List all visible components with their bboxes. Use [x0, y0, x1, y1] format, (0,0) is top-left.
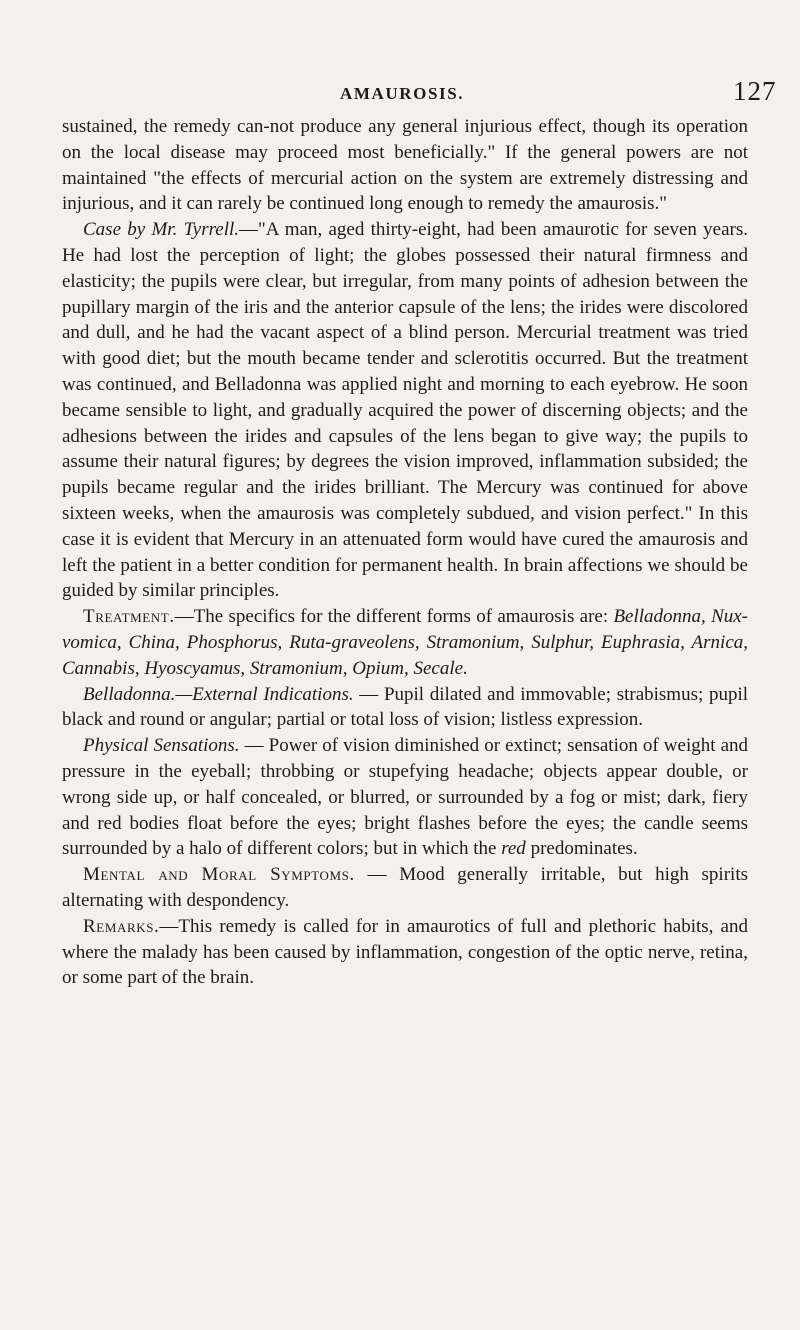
paragraph-treatment [62, 604, 748, 681]
paragraph-remarks [62, 914, 748, 991]
paragraph-lead: Remarks. [83, 915, 160, 937]
paragraph-text: —"A man, aged thirty-eight, had been amaurotic for seven years. He had lost the perception of light; the globes possessed their natural firmness and elasticity; the pupils were clear, but irregular, from many points of adhesion between the pupillary margin of the iris and the anterior capsule of the lens; the irides were discolored and dull, and he had the vacant aspect of a blind person. Mercurial treatment was tried with good diet; but the mouth became tender and sclerotitis occurred. But the treatment was continued, and Belladonna was applied night and morning to each eyebrow. He soon became sensible to light, and gradually acquired the power of discerning objects; and the adhesions between the irides and capsules of the lens began to give way; the pupils to assume their natural figures; by degrees the vision improved, inflammation subsided; the pupils became regular and the irides brilliant. The Mercury was continued for above sixteen weeks, when the amaurosis was completely subdued, and vision perfect." In this case it is evident that Mercury in an attenuated form would have cured the amaurosis and left the patient in a better condition for permanent health. In brain affections we should be guided by similar principles. [62, 219, 748, 602]
paragraph-text: — Mood generally irritable, but high spirits alternating with despondency. [62, 864, 748, 911]
paragraph-text: — Pupil dilated and immovable; strabismus; pupil black and round or angular; partial or total loss of vision; listless expression. [62, 683, 749, 731]
paragraph-text: — Power of vision diminished or extinct; sensation of weight and pressure in the eyeball; throbbing or stupefying headache; objects appear double, or wrong side up, or half concealed, or blurred, or surrounded by a fog or mist; dark, fiery and red bodies float before the eyes; bright flashes before the eyes; the candle seems surrounded by a halo of different colors; but in which the [62, 735, 749, 860]
body-text [62, 114, 748, 991]
paragraph-lead: Case by Mr. Tyrrell. [83, 219, 240, 241]
paragraph-mental-moral [62, 862, 748, 914]
running-title: AMAUROSIS. [340, 84, 465, 103]
page-number: 127 [733, 76, 777, 106]
paragraph-case-report [62, 217, 748, 604]
emphasis-word: red [501, 838, 526, 860]
paragraph-text-end: predominates. [525, 838, 638, 860]
paragraph-lead: Treatment. [83, 606, 175, 628]
paragraph-external-indications [62, 682, 748, 734]
paragraph-text: —This remedy is called for in amaurotics of full and plethoric habits, and where the malady has been caused by inflammation, congestion of the optic nerve, retina, or some part of the brain. [62, 915, 748, 989]
paragraph-lead: Physical Sensations. [83, 735, 240, 757]
running-head [0, 76, 800, 116]
paragraph-text: sustained, the remedy can-not produce any general injurious effect, though its operation on the local disease may proceed most beneficially." If the general powers are not maintained "the effects of mercurial action on the system are extremely distressing and injurious, and it can rarely be continued long enough to remedy the amaurosis." [62, 116, 748, 215]
paragraph-lead: Mental and Moral Symptoms. [83, 864, 355, 886]
paragraph-lead: Belladonna.—External Indications. [83, 683, 354, 705]
paragraph-physical-sensations [62, 733, 748, 862]
paragraph-intro: —The specifics for the different forms of amaurosis are: [174, 606, 614, 628]
remedy-list: Belladonna, Nux-vomica, China, Phosphorus, Ruta-graveolens, Stramonium, Sulphur, Euphrasia, Arnica, Cannabis, Hyoscyamus, Stramonium, Opium, Secale. [62, 606, 749, 679]
paragraph-continuation [62, 114, 748, 217]
